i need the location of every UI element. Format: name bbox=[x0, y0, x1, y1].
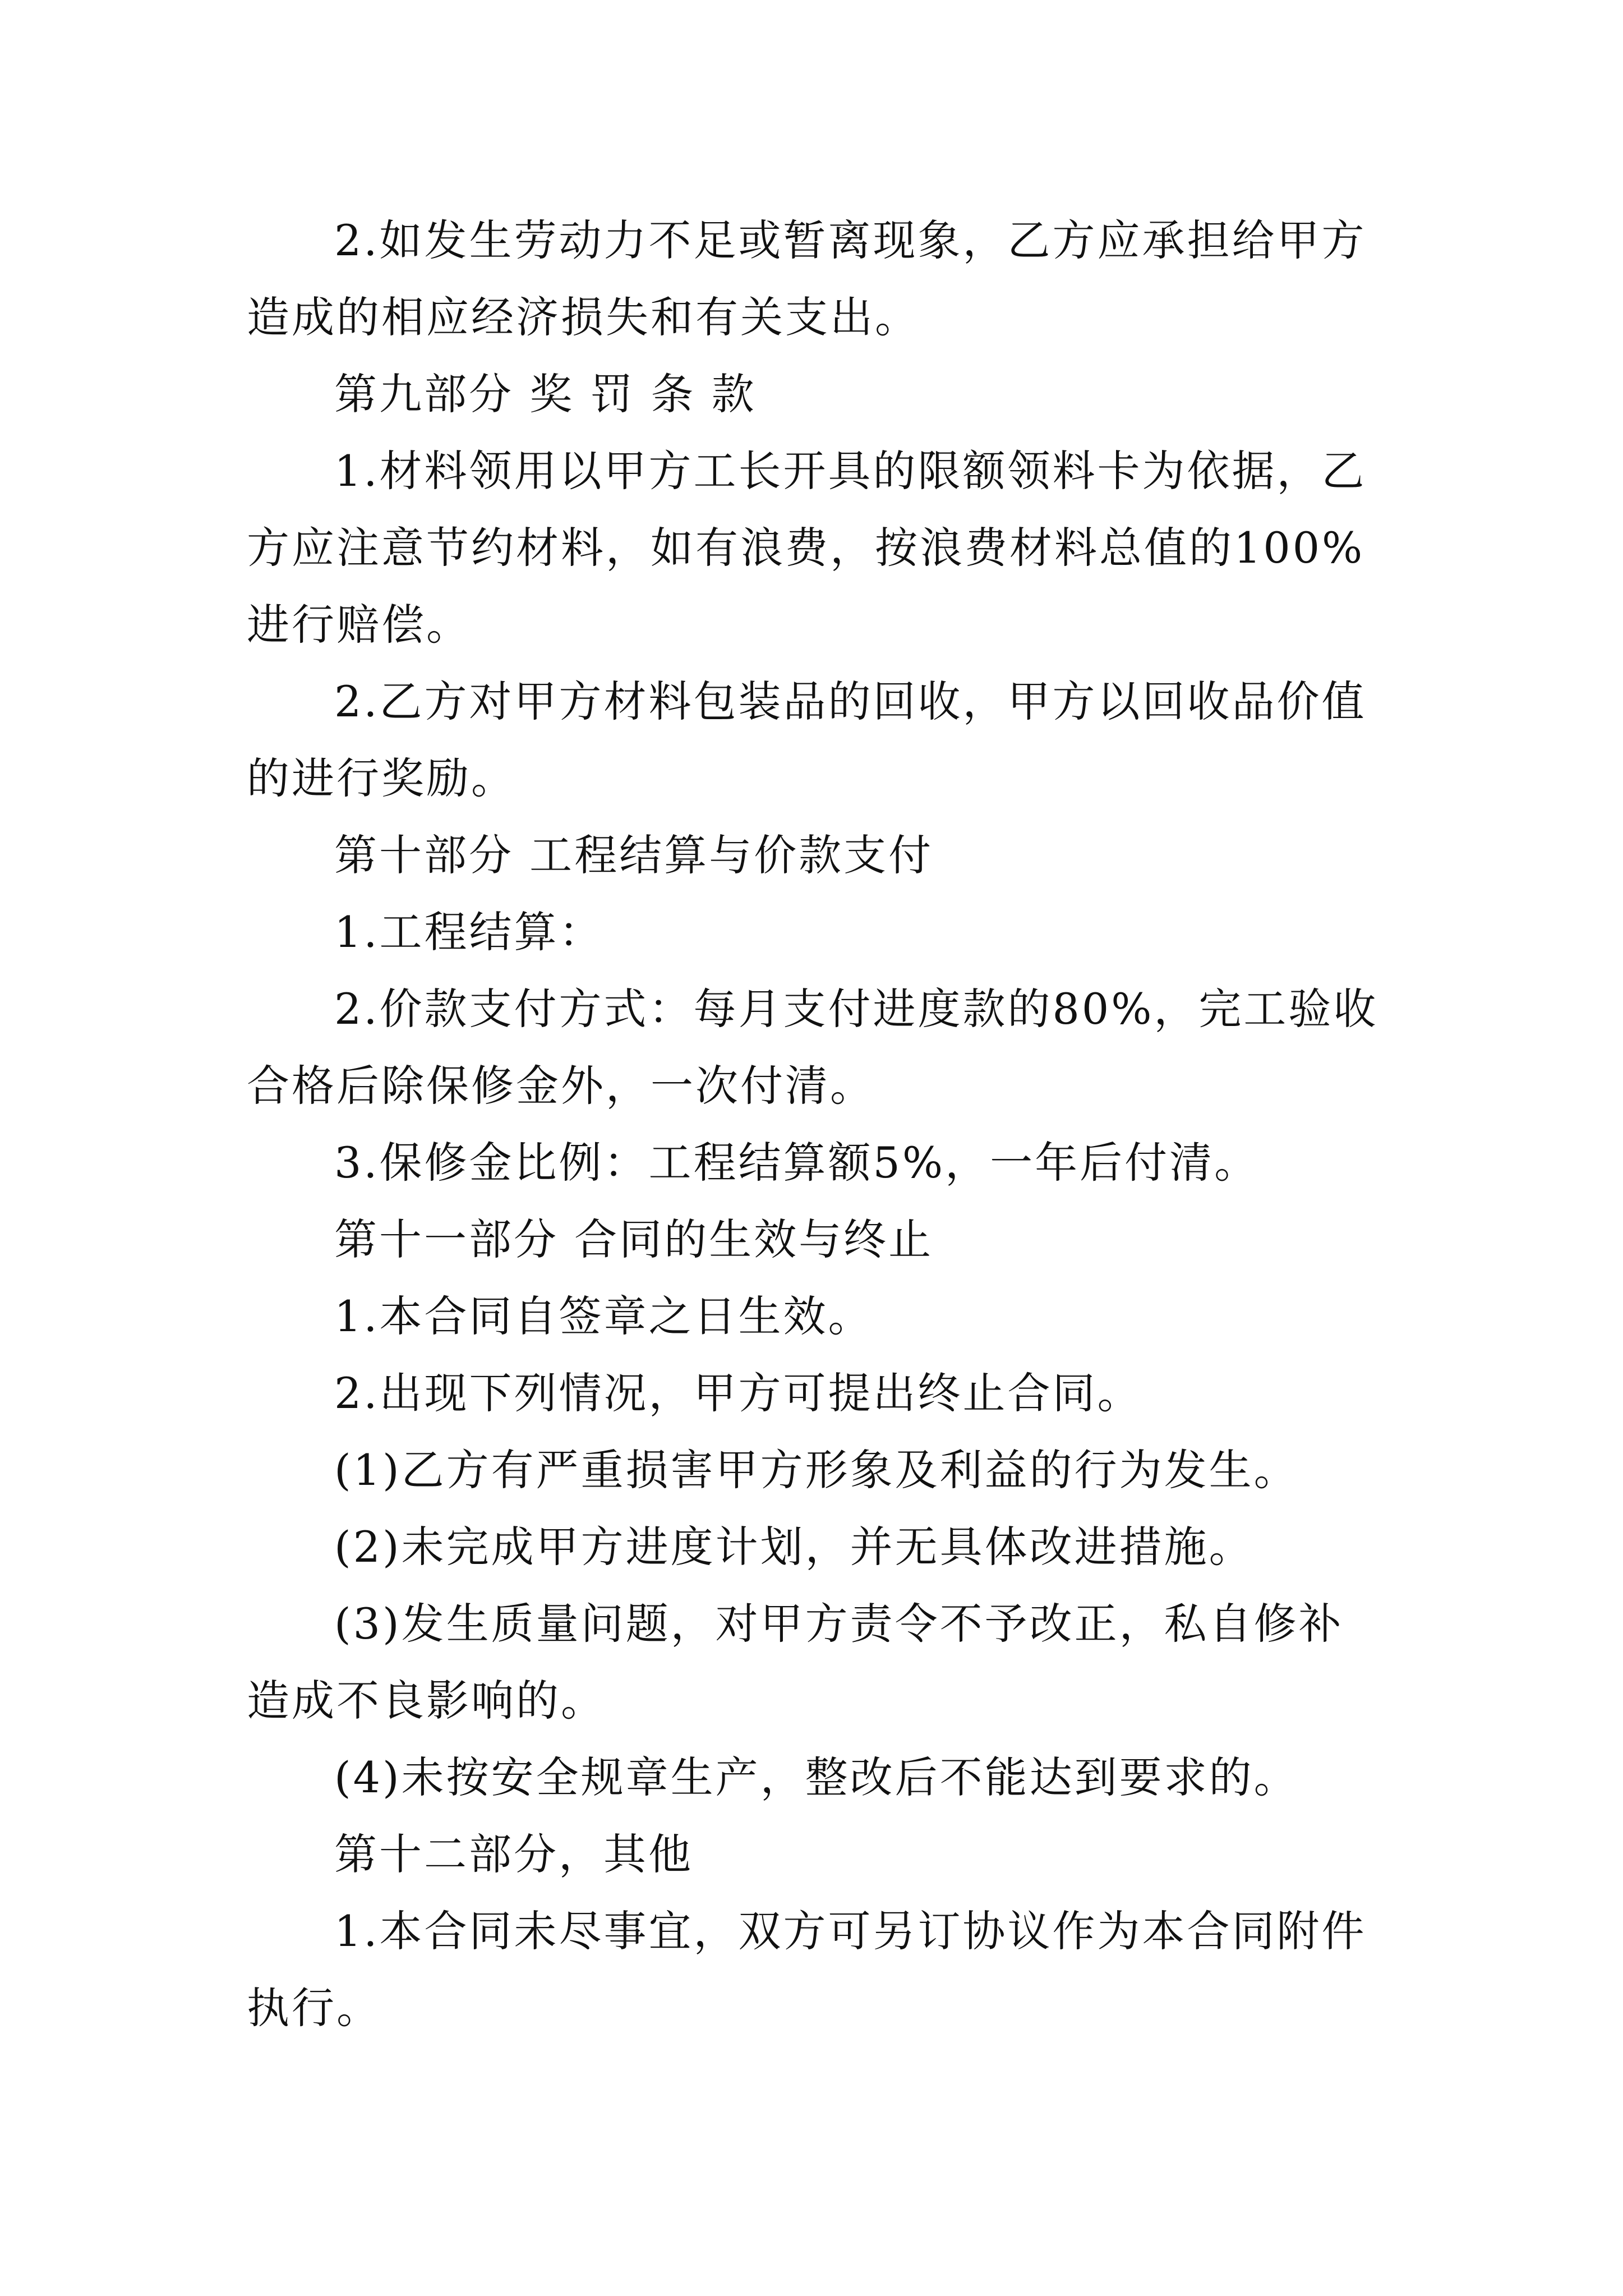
paragraph-project-settlement: 1.工程结算： bbox=[334, 907, 604, 957]
section-heading-effect-termination: 第十一部分 合同的生效与终止 bbox=[334, 1214, 934, 1264]
paragraph-packaging-recovery: 2.乙方对甲方材料包装品的回收，甲方以回收品价值的进行奖励。 bbox=[247, 677, 1367, 803]
document-body bbox=[247, 202, 1385, 2046]
paragraph-payment-method: 2.价款支付方式：每月支付进度款的80%，完工验收合格后除保修金外，一次付清。 bbox=[247, 984, 1378, 1111]
list-item-condition-1: (1)乙方有严重损害甲方形象及利益的行为发生。 bbox=[334, 1445, 1299, 1495]
paragraph-effective-date: 1.本合同自签章之日生效。 bbox=[334, 1291, 873, 1341]
section-heading-settlement-payment: 第十部分 工程结算与价款支付 bbox=[334, 830, 934, 880]
paragraph-warranty-ratio: 3.保修金比例：工程结算额5%，一年后付清。 bbox=[334, 1138, 1260, 1188]
paragraph-material-usage: 1.材料领用以甲方工长开具的限额领料卡为依据，乙方应注意节约材料，如有浪费，按浪费材料总值的100%进行赔偿。 bbox=[247, 446, 1367, 650]
section-heading-rewards-penalties: 第九部分 奖 罚 条 款 bbox=[334, 369, 757, 419]
paragraph-labor-shortage: 2.如发生劳动力不足或暂离现象，乙方应承担给甲方造成的相应经济损失和有关支出。 bbox=[247, 215, 1367, 342]
list-item-condition-2: (2)未完成甲方进度计划，并无具体改进措施。 bbox=[334, 1522, 1254, 1572]
paragraph-termination-conditions: 2.出现下列情况，甲方可提出终止合同。 bbox=[334, 1368, 1142, 1418]
list-item-condition-4: (4)未按安全规章生产，整改后不能达到要求的。 bbox=[334, 1752, 1299, 1802]
section-heading-other: 第十二部分，其他 bbox=[334, 1829, 693, 1879]
list-item-condition-3: (3)发生质量问题，对甲方责令不予改正，私自修补造成不良影响的。 bbox=[247, 1599, 1344, 1726]
paragraph-supplementary-agreement: 1.本合同未尽事宜，双方可另订协议作为本合同附件执行。 bbox=[247, 1906, 1367, 2033]
